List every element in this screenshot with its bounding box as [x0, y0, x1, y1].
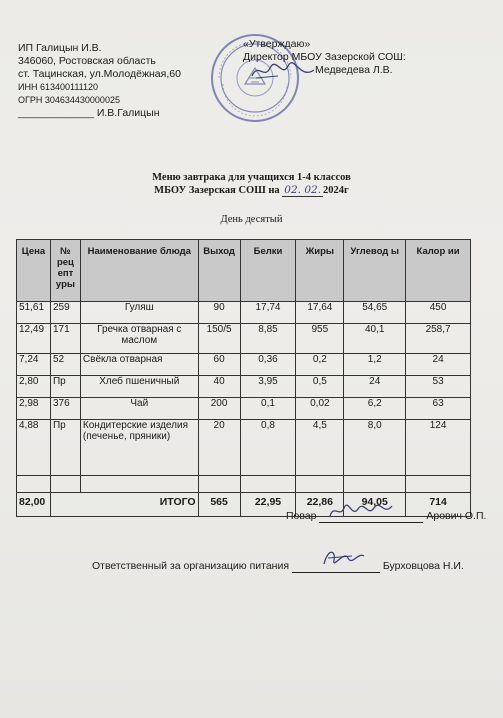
cell-calories: 124 [406, 420, 471, 476]
col-fats: Жиры [296, 240, 344, 302]
cell-fats: 0,5 [296, 376, 344, 398]
cell-calories: 258,7 [406, 324, 471, 354]
supplier-ogrn: ОГРН 304634430000025 [18, 95, 120, 105]
table-row [17, 420, 471, 476]
col-calories: Калор ии [406, 240, 471, 302]
col-dish: Наименование блюда [80, 240, 198, 302]
supplier-name: ИП Галицын И.В. [18, 42, 102, 54]
cell-dish: Чай [80, 398, 198, 420]
cell-fats: 4,5 [296, 420, 344, 476]
title-line-2 [0, 184, 503, 197]
cell-proteins: 17,74 [240, 302, 296, 324]
cell-recipe: 376 [50, 398, 80, 420]
cell-proteins: 3,95 [240, 376, 296, 398]
cell-carbs: 1,2 [344, 354, 406, 376]
cell-calories: 24 [406, 354, 471, 376]
cell-recipe: Пр [50, 420, 80, 476]
total-calories: 714 [406, 493, 471, 517]
approval-block [243, 38, 406, 77]
total-fats: 22,86 [296, 493, 344, 517]
responsible-label: Ответственный за организацию питания [92, 560, 290, 572]
supplier-inn: ИНН 613400111120 [18, 82, 99, 92]
supplier-address-2: ст. Тацинская, ул.Молодёжная,60 [18, 68, 181, 80]
table-row [17, 398, 471, 420]
table-row [17, 354, 471, 376]
cell-fats: 17,64 [296, 302, 344, 324]
cell-fats: 0,2 [296, 354, 344, 376]
col-recipe: № рец епт уры [50, 240, 80, 302]
cell-price: 51,61 [17, 302, 51, 324]
title-school: МБОУ Зазерская СОШ на [154, 185, 280, 196]
cell-carbs: 40,1 [344, 324, 406, 354]
cell-price: 2,80 [17, 376, 51, 398]
table-row [17, 324, 471, 354]
cell-price: 7,24 [17, 354, 51, 376]
cell-dish: Гречка отварная с маслом [80, 324, 198, 354]
cell-proteins: 8,85 [240, 324, 296, 354]
cook-signature [326, 500, 396, 522]
cell-carbs: 8,0 [344, 420, 406, 476]
cell-recipe: Пр [50, 376, 80, 398]
supplier-address-1: 346060, Ростовская область [18, 55, 156, 67]
cell-carbs: 54,65 [344, 302, 406, 324]
cell-carbs: 6,2 [344, 398, 406, 420]
responsible-signature [318, 546, 368, 570]
table-row [17, 302, 471, 324]
cell-output: 40 [198, 376, 240, 398]
title-date: 02. 02. [284, 184, 322, 196]
cell-calories: 63 [406, 398, 471, 420]
cell-dish: Кондитерские изделия (печенье, пряники) [80, 420, 198, 476]
col-price: Цена [17, 240, 51, 302]
responsible-line [92, 560, 464, 573]
cell-proteins: 0,1 [240, 398, 296, 420]
cell-recipe: 171 [50, 324, 80, 354]
approval-name: Медведева Л.В. [315, 64, 393, 76]
col-proteins: Белки [240, 240, 296, 302]
responsible-name: Бурховцова Н.И. [382, 560, 464, 572]
cell-recipe: 52 [50, 354, 80, 376]
cell-fats: 0,02 [296, 398, 344, 420]
day-label: День десятый [220, 214, 283, 225]
table-row-empty [17, 476, 471, 493]
title-line-1: Меню завтрака для учащихся 1-4 классов [152, 172, 351, 183]
total-price: 82,00 [17, 493, 51, 517]
table-header-row [17, 240, 471, 302]
cell-calories: 450 [406, 302, 471, 324]
total-label: ИТОГО [50, 493, 198, 517]
cell-carbs: 24 [344, 376, 406, 398]
col-output: Выход [198, 240, 240, 302]
document-title [0, 171, 503, 197]
table-row [17, 376, 471, 398]
cell-proteins: 0,36 [240, 354, 296, 376]
total-proteins: 22,95 [240, 493, 296, 517]
cell-dish: Свёкла отварная [80, 354, 198, 376]
menu-table [16, 239, 471, 517]
cell-dish: Гуляш [80, 302, 198, 324]
cell-calories: 53 [406, 376, 471, 398]
cell-output: 60 [198, 354, 240, 376]
cell-proteins: 0,8 [240, 420, 296, 476]
cell-price: 12,49 [17, 324, 51, 354]
supplier-signature: _____________ И.В.Галицын [18, 107, 160, 119]
cell-price: 4,88 [17, 420, 51, 476]
cook-name: Арович О.П. [426, 510, 487, 522]
cell-dish: Хлеб пшеничный [80, 376, 198, 398]
cell-fats: 955 [296, 324, 344, 354]
cell-output: 20 [198, 420, 240, 476]
cell-output: 200 [198, 398, 240, 420]
cell-recipe: 259 [50, 302, 80, 324]
cook-label: Повар [286, 510, 317, 522]
total-output: 565 [198, 493, 240, 517]
col-carbs: Углевод ы [344, 240, 406, 302]
approval-title: «Утверждаю» [243, 38, 311, 50]
cell-output: 90 [198, 302, 240, 324]
cell-output: 150/5 [198, 324, 240, 354]
supplier-block [18, 42, 181, 120]
total-carbs: 94,05 [344, 493, 406, 517]
cell-price: 2,98 [17, 398, 51, 420]
approval-position: Директор МБОУ Зазерской СОШ: [243, 51, 406, 63]
title-year: 2024г [323, 185, 349, 196]
